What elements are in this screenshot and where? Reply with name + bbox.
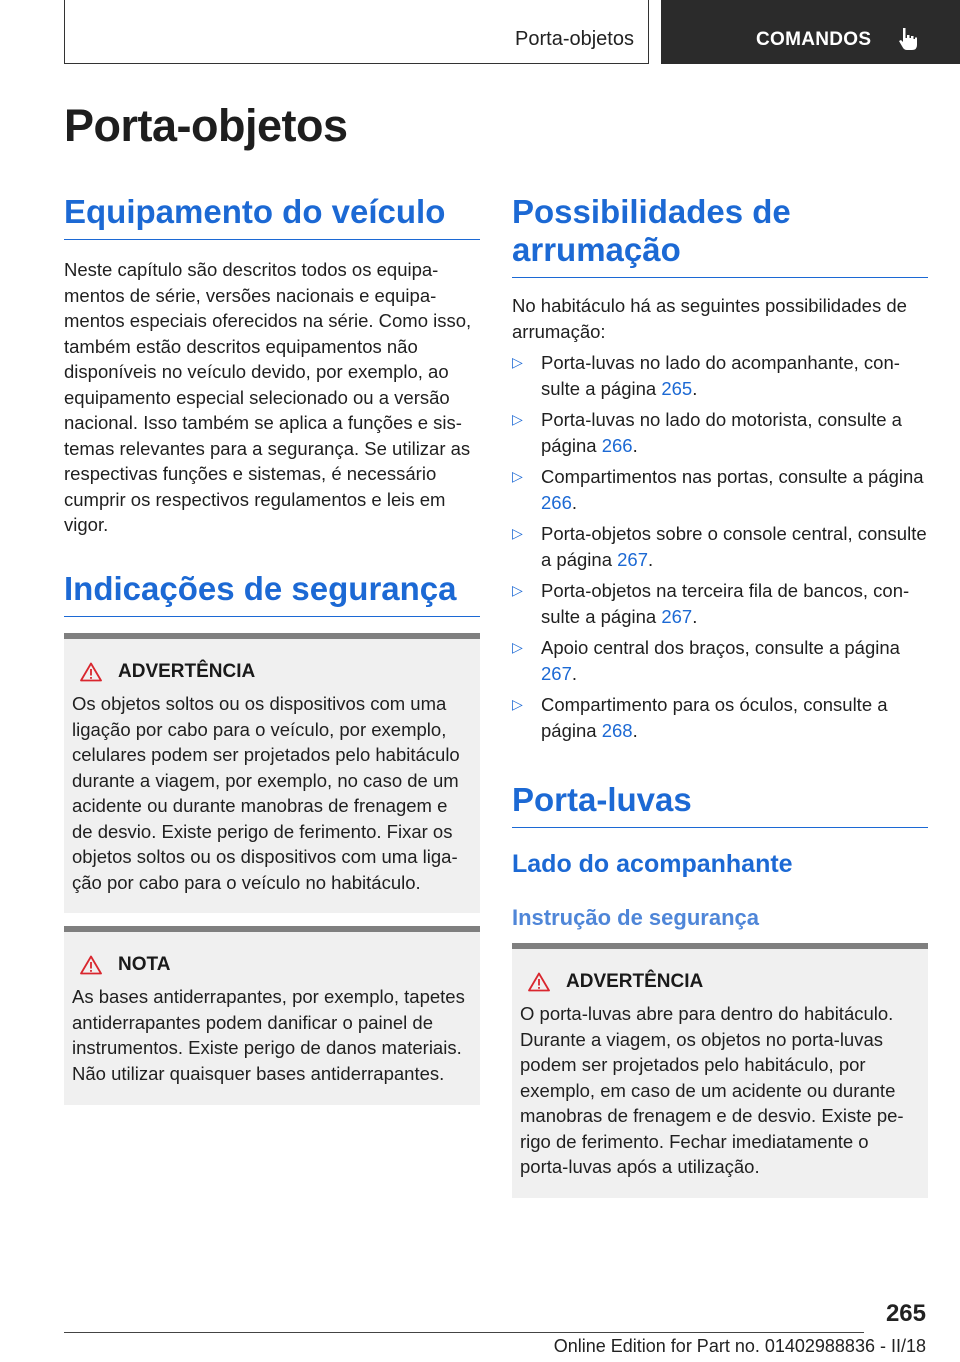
triangle-bullet-icon: ▷ <box>512 468 523 484</box>
footer-divider <box>64 1332 864 1333</box>
warning-title <box>80 661 472 683</box>
triangle-bullet-icon: ▷ <box>512 582 523 598</box>
glovebox-heading: Porta-luvas <box>512 781 928 828</box>
triangle-bullet-icon: ▷ <box>512 354 523 370</box>
warning-label: ADVERTÊNCIA <box>118 661 256 682</box>
page-title: Porta-objetos <box>64 100 348 151</box>
warning-title <box>528 971 920 993</box>
page-link[interactable]: 267 <box>661 605 693 627</box>
edition-footer: Online Edition for Part no. 01402988836 - II/18 <box>553 1336 926 1356</box>
safety-instruction-heading: Instrução de segurança <box>512 905 759 930</box>
note-box <box>64 926 480 1105</box>
list-item: ▷ Porta-objetos na terceira fila de bancos, consulte a página 267. <box>512 580 910 627</box>
pointing-hand-icon <box>897 26 919 52</box>
triangle-bullet-icon: ▷ <box>512 411 523 427</box>
triangle-bullet-icon: ▷ <box>512 639 523 655</box>
list-item: ▷ Porta-luvas no lado do acompanhante, consulte a página 265. <box>512 352 900 399</box>
warning-box <box>64 633 480 913</box>
triangle-bullet-icon: ▷ <box>512 696 523 712</box>
storage-intro: No habitáculo há as seguintes possibilidades de arrumação: <box>512 295 907 342</box>
header-chapter-tab <box>661 0 960 64</box>
storage-heading: Possibilidades de arrumação <box>512 193 928 278</box>
header-section-box <box>64 0 649 64</box>
warning-label: ADVERTÊNCIA <box>566 971 704 992</box>
header-chapter-title: COMANDOS <box>756 29 872 50</box>
warning-text: Os objetos soltos ou os dispositivos com uma ligação por cabo para o veículo, por exemplo, celulares podem ser projetados pelo habitáculo durante a viagem, por exemplo, no caso de um acidente ou durante manobras de frenagem e de desvio. Existe perigo de ferimento. Fixar os objetos soltos ou os dispositivos com uma ligação por cabo para o veículo no habitáculo. <box>72 693 460 893</box>
list-item: ▷ Porta-luvas no lado do motorista, consulte a página 266. <box>512 409 902 456</box>
page-link[interactable]: 265 <box>661 377 693 399</box>
list-item: ▷ Compartimentos nas portas, consulte a página 266. <box>512 466 924 513</box>
note-label: NOTA <box>118 954 171 975</box>
page-link[interactable]: 266 <box>541 491 572 513</box>
header-section-title: Porta-objetos <box>515 28 634 50</box>
storage-list <box>512 350 928 749</box>
page-link[interactable]: 267 <box>617 548 648 570</box>
list-item: ▷ Compartimento para os óculos, consulte a página 268. <box>512 694 888 741</box>
list-item: ▷ Porta-objetos sobre o console central, consulte a página 267. <box>512 523 927 570</box>
warning-triangle-icon <box>528 972 550 992</box>
page-number: 265 <box>885 1300 926 1327</box>
list-item: ▷ Apoio central dos braços, consulte a página 267. <box>512 637 900 684</box>
passenger-side-heading: Lado do acompanhante <box>512 850 793 878</box>
glovebox-warning-box <box>512 943 928 1198</box>
note-title <box>80 954 472 976</box>
triangle-bullet-icon: ▷ <box>512 525 523 541</box>
page-link[interactable]: 268 <box>601 719 633 741</box>
equipment-text: Neste capítulo são descritos todos os equipamentos de série, versões nacionais e equipamentos especiais oferecidos na série. Como isso, também estão descritos equipamentos não disponíveis no veículo devido, por exemplo, ao equipamento especial selecionado ou a versão nacional. Isso também se aplica a funções e sistemas relevantes para a segurança. Se utilizar as respectivas funções e sistemas, é necessário cumprir os respectivos regulamentos e leis em vigor. <box>64 259 472 535</box>
page-link[interactable]: 266 <box>601 434 633 456</box>
safety-heading: Indicações de segurança <box>64 570 480 617</box>
note-text: As bases antiderrapantes, por exemplo, tapetes antiderrapantes podem danificar o painel de instrumentos. Existe perigo de danos materiais. Não utilizar quaisquer bases antiderrapantes. <box>72 986 465 1084</box>
equipment-heading: Equipamento do veículo <box>64 193 480 240</box>
warning-triangle-icon <box>80 955 102 975</box>
page-link[interactable]: 267 <box>541 662 572 684</box>
warning-triangle-icon <box>80 662 102 682</box>
warning-text: O porta-luvas abre para dentro do habitáculo. Durante a viagem, os objetos no porta-luvas podem ser projetados pelo habitáculo, por exemplo, em caso de um acidente ou durante manobras de frenagem e de desvio. Existe perigo de ferimento. Fechar imediatamente o porta-luvas após a utilização. <box>520 1003 904 1177</box>
